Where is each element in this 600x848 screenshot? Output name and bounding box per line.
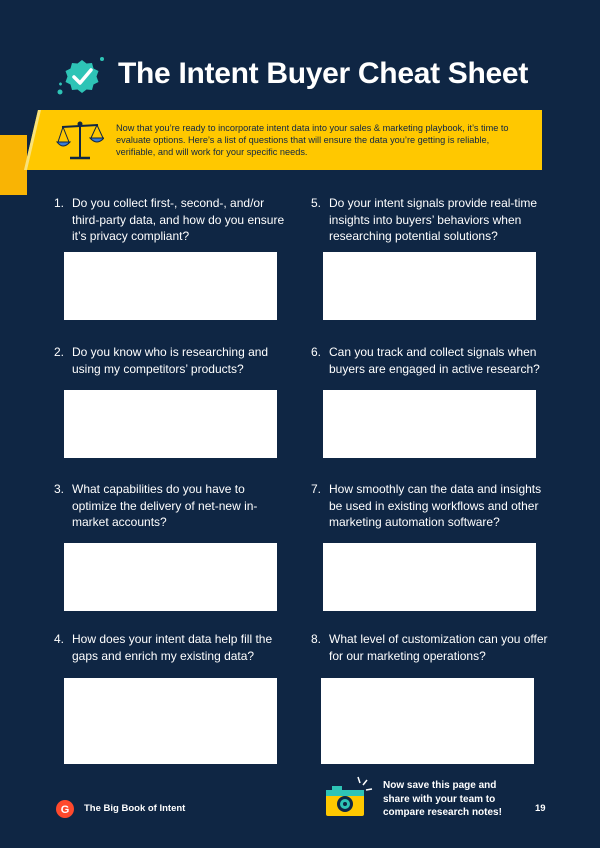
question-text: What capabilities do you have to optimize the delivery of net-new in-market accounts? <box>72 482 258 529</box>
camera-icon <box>322 774 378 820</box>
question-2 <box>54 344 290 377</box>
svg-text:G: G <box>60 804 70 816</box>
question-5 <box>311 195 551 245</box>
question-8 <box>311 631 551 664</box>
answer-box-2[interactable] <box>64 390 277 458</box>
answer-box-7[interactable] <box>323 543 536 611</box>
question-number: 2. <box>54 345 65 359</box>
question-text: Can you track and collect signals when buyers are engaged in active research? <box>329 345 540 376</box>
answer-box-1[interactable] <box>64 252 277 320</box>
question-text: Do your intent signals provide real-time insights into buyers’ behaviors when researching potential solutions? <box>329 196 538 243</box>
question-text: How does your intent data help fill the gaps and enrich my existing data? <box>72 632 273 663</box>
question-number: 3. <box>54 482 65 496</box>
answer-box-5[interactable] <box>323 252 536 320</box>
balance-scale-icon <box>56 118 104 162</box>
answer-box-6[interactable] <box>323 390 536 458</box>
answer-box-4[interactable] <box>64 678 277 764</box>
question-text: Do you know who is researching and using my competitors’ products? <box>72 345 269 376</box>
question-number: 5. <box>311 196 322 210</box>
question-text: What level of customization can you offer for our marketing operations? <box>329 632 548 663</box>
answer-box-8[interactable] <box>321 678 534 764</box>
question-number: 7. <box>311 482 322 496</box>
question-4 <box>54 631 290 664</box>
question-text: Do you collect first-, second-, and/or third-party data, and how do you ensure it’s privacy compliant? <box>72 196 285 243</box>
question-3 <box>54 481 290 531</box>
question-1 <box>54 195 290 245</box>
intro-text: Now that you’re ready to incorporate intent data into your sales & marketing playbook, it’s time to evaluate options. Here’s a list of questions that will ensure the data you’re getting is reliable, verifiable, and will work for your specific needs. <box>116 123 509 157</box>
page-number: 19 <box>535 803 546 814</box>
book-title: The Big Book of Intent <box>84 803 186 814</box>
banner-accent <box>0 135 27 195</box>
question-number: 4. <box>54 632 65 646</box>
header <box>56 54 556 100</box>
question-text: How smoothly can the data and insights be used in existing workflows and other marketing automation software? <box>329 482 542 529</box>
question-number: 8. <box>311 632 322 646</box>
page-title: The Intent Buyer Cheat Sheet <box>118 57 529 90</box>
question-7 <box>311 481 551 531</box>
question-6 <box>311 344 551 377</box>
g2-logo-icon <box>56 800 74 818</box>
question-number: 1. <box>54 196 65 210</box>
share-callout: Now save this page and share with your team to compare research notes! <box>383 780 502 818</box>
question-number: 6. <box>311 345 322 359</box>
verified-badge-icon <box>56 54 108 100</box>
answer-box-3[interactable] <box>64 543 277 611</box>
